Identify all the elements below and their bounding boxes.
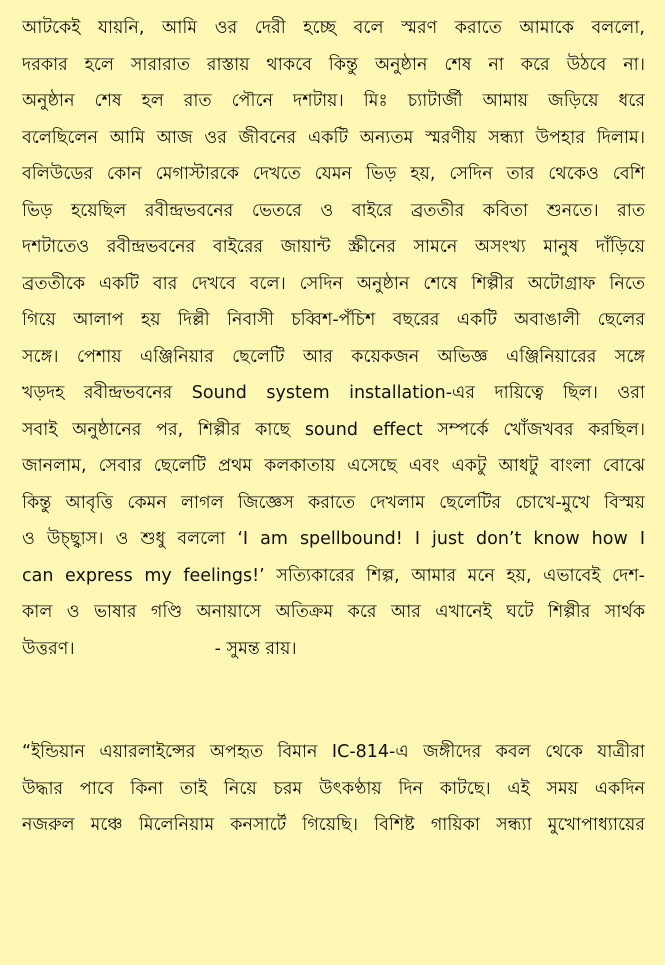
text-line: কাল ও ভাষার গণ্ডি অনায়াসে অতিক্রম করে আর এখানেই ঘটে শিল্পীর সার্থক <box>22 602 645 622</box>
text-line: খড়দহ রবীন্দ্রভবনের Sound system installation-এর দায়িত্বে ছিল। ওরা <box>22 383 645 403</box>
text-line: ভিড় হয়েছিল রবীন্দ্রভবনের ভেতরে ও বাইরে ব্রততীর কবিতা শুনতে। রাত <box>22 200 645 221</box>
text-line: দশটাতেও রবীন্দ্রভবনের বাইরের জায়ান্ট স্ক্রীনের সামনে অসংখ্য মানুষ দাঁড়িয়ে <box>22 237 645 257</box>
paragraph-one <box>22 10 645 667</box>
text-line: জানলাম, সেবার ছেলেটি প্রথম কলকাতায় এসেছে এবং একটু আধটু বাংলা বোঝে <box>22 456 645 476</box>
text-line: সবাই অনুষ্ঠানের পর, শিল্পীর কাছে sound effect সম্পর্কে খোঁজখবর করছিল। <box>22 419 645 440</box>
text-line: can express my feelings!’ সত্যিকারের শিল্প, আমার মনে হয়, এভাবেই দেশ- <box>22 565 645 586</box>
text-line: আটকেই যায়নি, আমি ওর দেরী হচ্ছে বলে স্মরণ করাতে আমাকে বললো, <box>22 18 645 38</box>
author-signature: - সুমন্ত রায়। <box>214 638 297 659</box>
text-line: নজরুল মঞ্চে মিলেনিয়াম কনসার্টে গিয়েছি। বিশিষ্ট গায়িকা সন্ধ্যা মুখোপাধ্যায়ের <box>22 815 645 835</box>
text-line: কিন্তু আবৃত্তি কেমন লাগল জিজ্ঞেস করাতে দেখলাম ছেলেটির চোখে-মুখে বিস্ময় <box>22 492 645 513</box>
text-line: উদ্ধার পাবে কিনা তাই নিয়ে চরম উৎকণ্ঠায় দিন কাটছে। এই সময় একদিন <box>22 778 645 799</box>
paragraph-spacer <box>22 667 645 734</box>
text-line: ব্রততীকে একটি বার দেখবে বলে। সেদিন অনুষ্ঠান শেষে শিল্পীর অটোগ্রাফ নিতে <box>22 273 645 294</box>
text-line: বলেছিলেন আমি আজ ওর জীবনের একটি অন্যতম স্মরণীয় সন্ধ্যা উপহার দিলাম। <box>22 127 645 148</box>
text-line: দরকার হলে সারারাত রাস্তায় থাকবে কিন্তু অনুষ্ঠান শেষ না করে উঠবে না। <box>22 54 645 75</box>
text-line: “ইন্ডিয়ান এয়ারলাইন্সের অপহৃত বিমান IC-814-এ জঙ্গীদের কবল থেকে যাত্রীরা <box>22 742 645 762</box>
text-line: সঙ্গে। পেশায় এঞ্জিনিয়ার ছেলেটি আর কয়েকজন অভিজ্ঞ এঞ্জিনিয়ারের সঙ্গে <box>22 346 645 367</box>
text-line: অনুষ্ঠান শেষ হল রাত পৌনে দশটায়। মিঃ চ্যাটার্জী আমায় জড়িয়ে ধরে <box>22 91 645 111</box>
text-line: ও উচ্ছ্বাস। ও শুধু বললো ‘I am spellbound! I just don’t know how I <box>22 529 645 549</box>
closing-word: উত্তরণ। <box>22 638 75 659</box>
text-line: বলিউডের কোন মেগাস্টারকে দেখতে যেমন ভিড় হয়, সেদিন তার থেকেও বেশি <box>22 164 645 184</box>
paragraph-two <box>22 734 645 844</box>
text-line: গিয়ে আলাপ হয় দিল্লী নিবাসী চব্বিশ-পঁচিশ বছরের একটি অবাঙালী ছেলের <box>22 310 645 330</box>
closing-line <box>22 631 645 668</box>
